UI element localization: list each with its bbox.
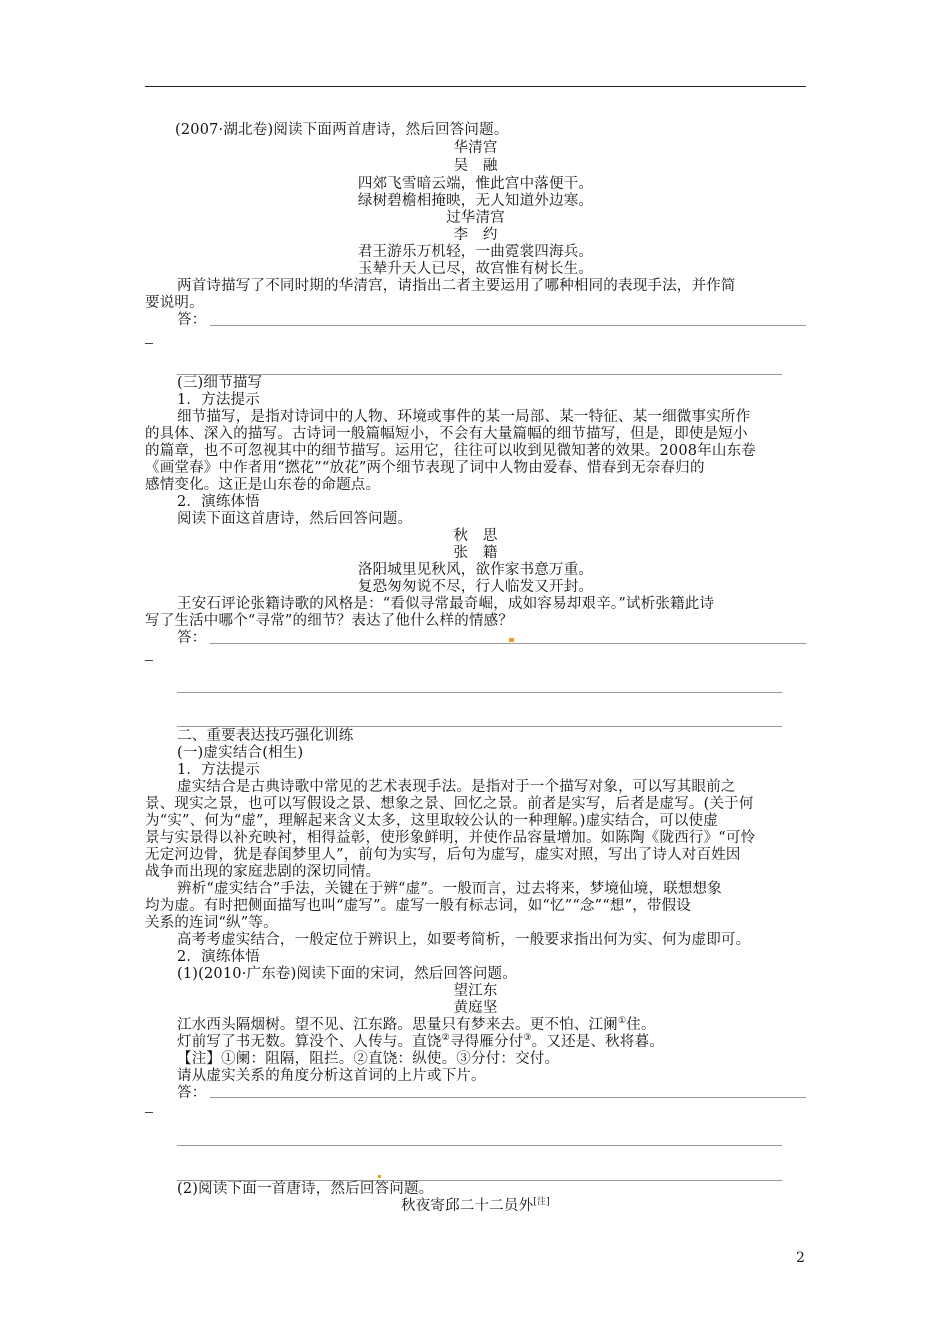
s3-para-line1: 细节描写，是指对诗词中的人物、环境或事件的某一局部、某一特征、某一细微事实所作 — [177, 409, 751, 425]
ex1-intro: (1)(2010·广东卷)阅读下面的宋词，然后回答问题。 — [177, 966, 517, 982]
s2-para-line8: 均为虚。有时把侧面描写也叫“虚写”。虚写一般有标志词，如“忆”“念”“想”，带假设 — [145, 898, 691, 914]
q1-question-line2: 要说明。 — [145, 295, 204, 311]
s2-para-line3: 为“实”、何为“虚”，理解起来含义太多，这里取较公认的一种理解。)虚实结合，可以使虚 — [145, 813, 718, 829]
s3-intro: 阅读下面这首唐诗，然后回答问题。 — [177, 511, 413, 527]
ex1-answer-line[interactable] — [210, 1097, 806, 1098]
q1-answer-dash — [145, 343, 153, 344]
marker-dot — [509, 638, 514, 642]
s3-question-line1: 王安石评论张籍诗歌的风格是：“看似寻常最奇崛，成如容易却艰辛。”试析张籍此诗 — [177, 596, 715, 612]
s2-para-line9: 关系的连词“纵”等。 — [145, 915, 278, 931]
ex1-author: 黄庭坚 — [453, 1000, 498, 1016]
ex1-title: 望江东 — [453, 983, 498, 999]
poem2-title: 过华清宫 — [446, 210, 505, 226]
poem2-line1: 君王游乐万机轻，一曲霓裳四海兵。 — [357, 244, 594, 260]
s3-answer-line-3[interactable] — [177, 726, 782, 727]
poem1-line2: 绿树碧檐相掩映，无人知道外边寒。 — [357, 193, 594, 209]
s3-answer-line[interactable] — [210, 643, 806, 644]
s3-poem-author: 张 籍 — [453, 545, 498, 561]
s2-heading: 二、重要表达技巧强化训练 — [177, 728, 354, 744]
s3-para-line5: 感情变化。这正是山东卷的命题点。 — [145, 477, 381, 493]
ex1-question: 请从虚实关系的角度分析这首词的上片或下片。 — [177, 1068, 486, 1084]
s3-para-line3: 的篇章，也不可忽视其中的细节描写。运用它，往往可以收到见微知著的效果。2008年山东卷 — [145, 443, 756, 459]
s3-para-line4: 《画堂春》中作者用“撚花”“放花”两个细节表现了词中人物由爱春、惜春到无奈春归的 — [145, 460, 705, 476]
ex1-answer-line-2[interactable] — [177, 1145, 782, 1146]
q1-question-line1: 两首诗描写了不同时期的华清宫，请指出二者主要运用了哪种相同的表现手法，并作简 — [177, 278, 736, 294]
s3-poem-line2: 复恐匆匆说不尽，行人临发又开封。 — [357, 579, 594, 595]
s2-para-line1: 虚实结合是古典诗歌中常见的艺术表现手法。是指对于一个描写对象，可以写其眼前之 — [177, 779, 736, 795]
q1-answer-line[interactable] — [210, 325, 806, 326]
s3-answer-dash — [145, 660, 153, 661]
s3-answer-label: 答： — [177, 630, 207, 646]
s2-para-line4: 景与实景得以补充映衬，相得益彰，使形象鲜明，并使作品容量增加。如陈陶《陇西行》“可怜 — [145, 830, 756, 846]
ex1-line1: 江水西头隔烟树。望不见、江东路。思量只有梦来去。更不怕、江阑①住。 — [177, 1016, 656, 1033]
s2-sub-heading: (一)虚实结合(相生) — [177, 745, 304, 761]
s3-para-line2: 的具体、深入的描写。古诗词一般篇幅短小，不会有大量篇幅的细节描写，但是，即使是短小 — [145, 426, 748, 442]
poem1-line1: 四郊飞雪暗云端，惟此宫中落便干。 — [357, 176, 594, 192]
s3-poem-line1: 洛阳城里见秋风，欲作家书意万重。 — [357, 562, 594, 578]
q1-answer-label: 答： — [177, 312, 207, 328]
s2-sub1: 1．方法提示 — [177, 762, 260, 778]
s2-sub2: 2．演练体悟 — [177, 949, 260, 965]
s2-para-line10: 高考考虚实结合，一般定位于辨识上，如要考简析，一般要求指出何为实、何为虚即可。 — [177, 932, 751, 948]
ex1-answer-label: 答： — [177, 1085, 207, 1101]
q1-intro: (2007·湖北卷)阅读下面两首唐诗，然后回答问题。 — [175, 122, 509, 138]
page-number: 2 — [796, 1250, 805, 1266]
s2-para-line5: 无定河边骨，犹是春闺梦里人”，前句为实写，后句为虚写，虚实对照，写出了诗人对百姓因 — [145, 847, 741, 863]
poem1-author: 吴 融 — [453, 158, 498, 174]
s2-para-line7: 辨析“虚实结合”手法，关键在于辨“虚”。一般而言，过去将来，梦境仙境，联想想象 — [177, 881, 722, 897]
header-rule — [145, 86, 806, 87]
s3-poem-title: 秋 思 — [453, 528, 498, 544]
poem1-title: 华清宫 — [453, 140, 498, 156]
s2-para-line2: 景、现实之景，也可以写假设之景、想象之景、回忆之景。前者是实写，后者是虚写。(关于何 — [145, 796, 754, 812]
q1-answer-line-2[interactable] — [177, 374, 782, 375]
ex2-title: 秋夜寄邱二十二员外[注] — [401, 1197, 550, 1214]
s3-heading: (三)细节描写 — [177, 375, 263, 391]
poem2-author: 李 约 — [453, 227, 498, 243]
ex1-answer-dash — [145, 1112, 153, 1113]
s2-para-line6: 战争而出现的家庭悲剧的深切同情。 — [145, 864, 381, 880]
ex1-line2: 灯前写了书无数。算没个、人传与。直饶②寻得雁分付③。又还是、秋将暮。 — [177, 1033, 664, 1050]
ex2-intro: (2)阅读下面一首唐诗，然后回答问题。 — [177, 1181, 434, 1197]
ex1-note: 【注】①阑：阻隔，阻拦。②直饶：纵使。③分付：交付。 — [177, 1051, 560, 1067]
s3-sub1: 1．方法提示 — [177, 392, 260, 408]
s3-answer-line-2[interactable] — [177, 692, 782, 693]
poem2-line2: 玉辇升天人已尽，故宫惟有树长生。 — [357, 261, 594, 277]
marker-dot-2 — [378, 1175, 381, 1178]
s3-sub2: 2．演练体悟 — [177, 494, 260, 510]
s3-question-line2: 写了生活中哪个“寻常”的细节？表达了他什么样的情感？ — [145, 613, 514, 629]
